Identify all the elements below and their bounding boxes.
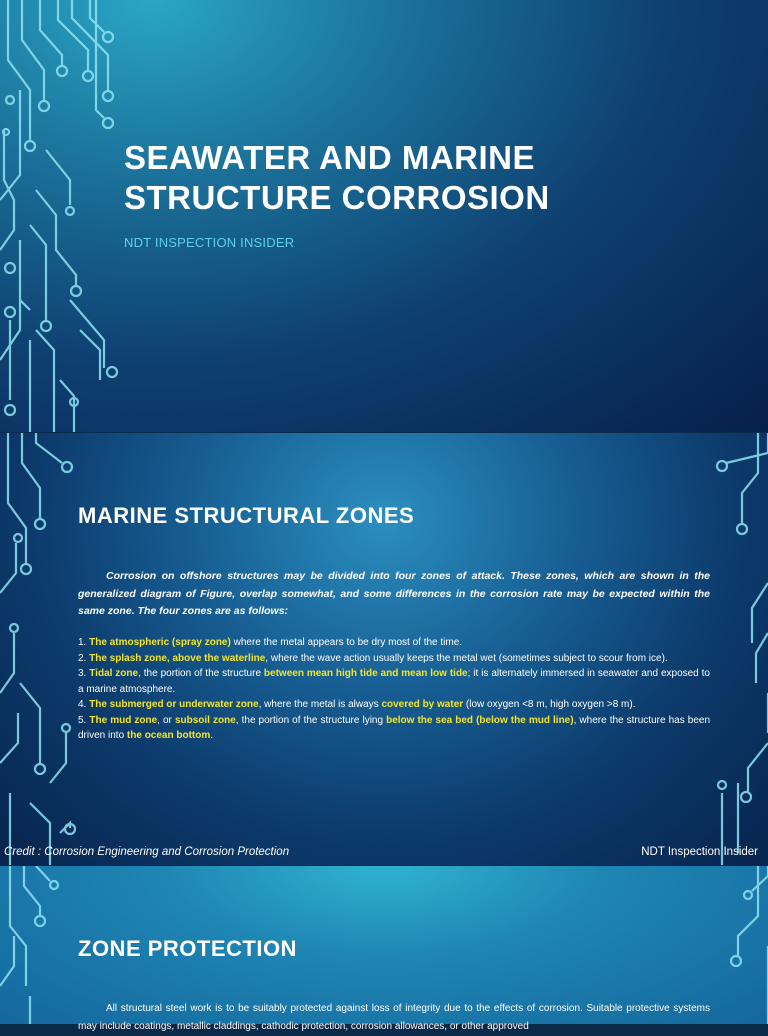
slide-title-line-2: STRUCTURE CORROSION (124, 179, 550, 216)
slide-title (124, 138, 550, 218)
intro-paragraph: Corrosion on offshore structures may be divided into four zones of attack. These zones, which are shown in the generalized diagram of Figure, overlap somewhat, and some differences in the corrosion rate may be expected within the same zone. The four zones are as follows: (78, 570, 710, 617)
slide-title-line-1: SEAWATER AND MARINE (124, 139, 536, 176)
section-heading: ZONE PROTECTION (78, 936, 297, 961)
list-item: 1. The atmospheric (spray zone) where the metal appears to be dry most of the time. (78, 637, 463, 648)
body-paragraph: All structural steel work is to be suitably protected against loss of integrity due to the effects of corrosion. Suitable protective systems may include coatings, metallic claddings, cathodic protection, corrosion allowances, or other approved (78, 1003, 710, 1032)
circuit-decoration-right (708, 433, 768, 865)
list-item: 4. The submerged or underwater zone, where the metal is always covered by water (low oxygen <8 m, high oxygen >8 m). (78, 699, 636, 710)
circuit-decoration-left (0, 866, 70, 1024)
circuit-decoration-left (0, 433, 90, 865)
list-item: 3. Tidal zone, the portion of the structure between mean high tide and mean low tide; it is alternately immersed in seawater and exposed to a marine atmosphere. (78, 668, 710, 695)
slide-subtitle: NDT INSPECTION INSIDER (124, 235, 295, 250)
circuit-decoration-right (708, 866, 768, 1024)
section-heading: MARINE STRUCTURAL ZONES (78, 503, 415, 528)
zone-list (78, 635, 710, 744)
list-item: 5. The mud zone, or subsoil zone, the portion of the structure lying below the sea bed (below the mud line), where the structure has been driven into the ocean bottom. (78, 714, 711, 741)
credit-text: Credit : Corrosion Engineering and Corrosion Protection (4, 846, 290, 858)
title-slide (0, 0, 768, 432)
footer-text: NDT Inspection Insider (641, 846, 758, 858)
list-item: 2. The splash zone, above the waterline, where the wave action usually keeps the metal wet (sometimes subject to scour from ice). (78, 652, 668, 664)
